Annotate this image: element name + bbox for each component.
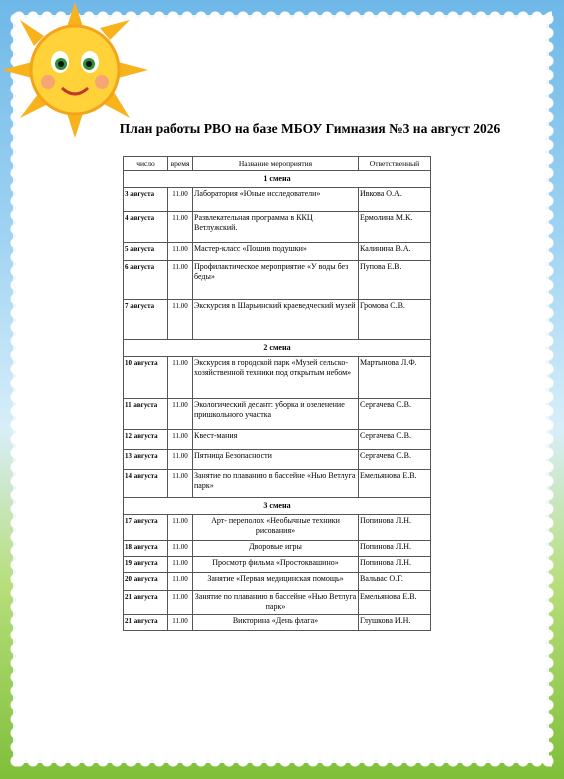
table-row [124,515,431,541]
schedule-table [123,156,431,631]
table-row [124,188,431,212]
cell-responsible: Попинова Л.Н. [359,541,431,557]
cell-responsible: Пупова Е.В. [359,261,431,300]
cell-event: Пятница Безопасности [193,450,359,470]
cell-event: Просмотр фильма «Простоквашино» [193,557,359,573]
column-header-date: число [124,157,168,171]
cell-time: 11.00 [168,430,193,450]
cell-event: Арт- переполох «Необычные техники рисования» [193,515,359,541]
table-row [124,557,431,573]
column-header-responsible: Ответственный [359,157,431,171]
cell-event: Занятие по плаванию в бассейне «Нью Ветлуга парк» [193,470,359,498]
cell-time: 11.00 [168,573,193,591]
cell-responsible: Глушкова И.Н. [359,615,431,631]
cell-date: 21 августа [124,615,168,631]
cell-date: 12 августа [124,430,168,450]
cell-responsible: Ермолина М.К. [359,212,431,243]
cell-event: Экскурсия в городской парк «Музей сельско-хозяйственной техники под открытым небом» [193,357,359,399]
table-row [124,541,431,557]
table-row [124,450,431,470]
cell-time: 11.00 [168,357,193,399]
section-title: 2 смена [124,340,431,357]
table-row [124,212,431,243]
table-row [124,399,431,430]
cell-time: 11.00 [168,212,193,243]
cell-time: 11.00 [168,615,193,631]
cell-time: 11.00 [168,450,193,470]
table-row [124,300,431,340]
table-header-row [124,157,431,171]
cell-event: Квест-мания [193,430,359,450]
cell-responsible: Вальвас О.Г. [359,573,431,591]
section-title: 1 смена [124,171,431,188]
cell-date: 6 августа [124,261,168,300]
page-title: План работы РВО на базе МБОУ Гимназия №3 на август 2026 [119,121,501,136]
cell-event: Развлекательная программа в ККЦ Ветлужский. [193,212,359,243]
cell-date: 21 августа [124,591,168,615]
cell-time: 11.00 [168,399,193,430]
cell-time: 11.00 [168,541,193,557]
cell-date: 17 августа [124,515,168,541]
cell-event: Лаборатория «Юные исследователи» [193,188,359,212]
section-row [124,340,431,357]
cell-responsible: Емельянова Е.В. [359,470,431,498]
cell-responsible: Емельянова Е.В. [359,591,431,615]
sun-illustration [0,0,150,140]
column-header-time: время [168,157,193,171]
cell-responsible: Попинова Л.Н. [359,557,431,573]
cell-responsible: Сергачева С.В. [359,399,431,430]
cell-event: Занятие «Первая медицинская помощь» [193,573,359,591]
table-row [124,470,431,498]
cell-event: Дворовые игры [193,541,359,557]
cell-date: 3 августа [124,188,168,212]
cell-date: 10 августа [124,357,168,399]
table-row [124,615,431,631]
cell-time: 11.00 [168,300,193,340]
cell-time: 11.00 [168,470,193,498]
column-header-event: Название мероприятия [193,157,359,171]
cell-date: 4 августа [124,212,168,243]
table-row [124,261,431,300]
cell-event: Профилактическое мероприятие «У воды без беды» [193,261,359,300]
cell-event: Викторина «День флага» [193,615,359,631]
cell-date: 18 августа [124,541,168,557]
cell-responsible: Мартынова Л.Ф. [359,357,431,399]
cell-responsible: Сергачева С.В. [359,430,431,450]
table-row [124,357,431,399]
cell-date: 11 августа [124,399,168,430]
table-row [124,591,431,615]
cell-time: 11.00 [168,261,193,300]
cell-responsible: Калинина В.А. [359,243,431,261]
section-title: 3 смена [124,498,431,515]
cell-date: 5 августа [124,243,168,261]
cell-responsible: Сергачева С.В. [359,450,431,470]
cell-event: Экскурсия в Шарьинский краеведческий музей [193,300,359,340]
cell-date: 7 августа [124,300,168,340]
cell-time: 11.00 [168,515,193,541]
table-row [124,243,431,261]
cell-event: Мастер-класс «Пошив подушки» [193,243,359,261]
cell-responsible: Громова С.В. [359,300,431,340]
cell-responsible: Ивкова О.А. [359,188,431,212]
cell-event: Занятие по плаванию в бассейне «Нью Ветлуга парк» [193,591,359,615]
cell-responsible: Попинова Л.Н. [359,515,431,541]
section-row [124,498,431,515]
cell-date: 13 августа [124,450,168,470]
table-row [124,430,431,450]
cell-date: 19 августа [124,557,168,573]
cell-time: 11.00 [168,591,193,615]
cell-event: Экологический десант: уборка и озеленение пришкольного участка [193,399,359,430]
table-row [124,573,431,591]
cell-date: 20 августа [124,573,168,591]
cell-time: 11.00 [168,243,193,261]
section-row [124,171,431,188]
cell-date: 14 августа [124,470,168,498]
cell-time: 11.00 [168,557,193,573]
cell-time: 11.00 [168,188,193,212]
